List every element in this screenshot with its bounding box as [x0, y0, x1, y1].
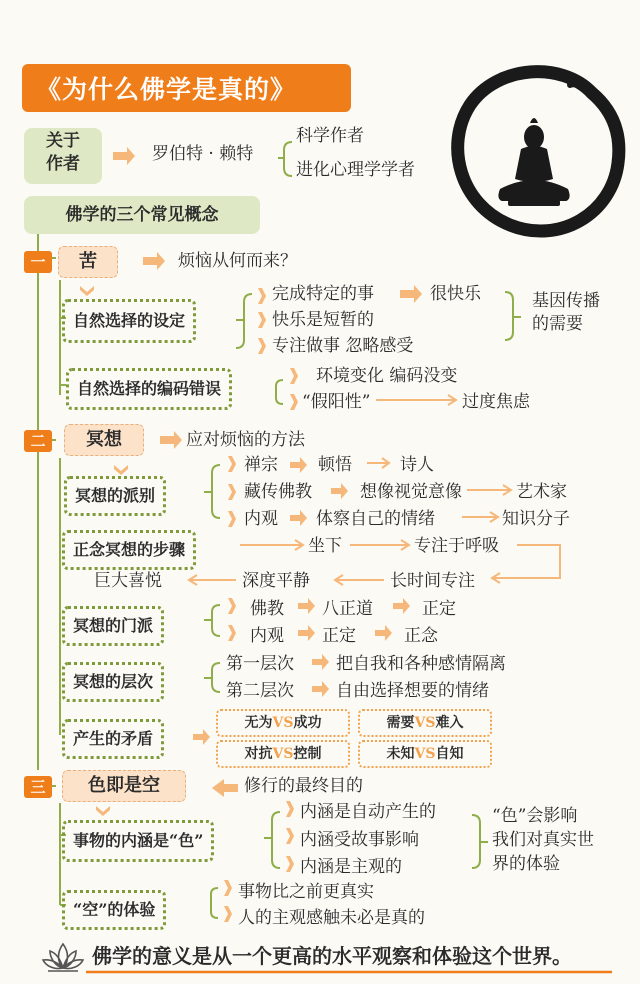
sect-row: 内观	[250, 626, 284, 646]
author-role: 进化心理学学者	[296, 160, 415, 180]
section-title: 冥想	[64, 424, 144, 456]
school-row: 诗人	[400, 455, 434, 475]
mindfulness-steps: 正念冥想的步骤	[62, 530, 196, 570]
sect-row: 八正道	[322, 599, 373, 619]
conflict-left: 未知	[386, 746, 415, 762]
step: 坐下	[308, 536, 342, 556]
empty-item: 人的主观感触未必是真的	[238, 908, 425, 928]
error-item: 过度焦虑	[462, 392, 530, 412]
school-row: 想像视觉意像	[360, 482, 462, 502]
page-title: 《为什么佛学是真的》	[22, 64, 351, 112]
vs-label: VS	[414, 746, 436, 762]
conflict-right: 难入	[435, 715, 464, 731]
step: 巨大喜悦	[94, 571, 162, 591]
buddha-enso-icon	[442, 55, 627, 240]
error-item: 环境变化 编码没变	[316, 366, 458, 386]
conflict-pair	[216, 740, 350, 768]
natural-selection-setting: 自然选择的设定	[62, 299, 196, 343]
conflict-right: 自知	[435, 746, 464, 762]
form-item: 内涵是主观的	[300, 857, 402, 877]
level-row: 第二层次	[226, 681, 294, 701]
section-subtitle: 应对烦恼的方法	[186, 430, 305, 450]
section-question: 烦恼从何而来？	[178, 251, 297, 271]
school-row: 体察自己的情绪	[316, 509, 435, 529]
natural-selection-error: 自然选择的编码错误	[66, 368, 232, 410]
conflict-left: 无为	[244, 715, 273, 731]
vs-label: VS	[272, 746, 294, 762]
step: 长时间专注	[390, 571, 475, 591]
conflict-pair	[358, 740, 492, 768]
emptiness-experience: “空”的体验	[62, 890, 166, 930]
section-number: 三	[24, 776, 52, 798]
sect-row: 佛教	[250, 599, 284, 619]
form-note: “色”会影响	[492, 806, 578, 826]
level-row: 第一层次	[226, 654, 294, 674]
author-role: 科学作者	[296, 126, 364, 146]
step: 深度平静	[242, 571, 310, 591]
section-subtitle: 修行的最终目的	[244, 776, 363, 796]
concepts-header: 佛学的三个常见概念	[24, 196, 260, 234]
meditation-levels: 冥想的层次	[62, 662, 164, 702]
conclusion: 佛学的意义是从一个更高的水平观察和体验这个世界。	[92, 944, 572, 968]
form-note: 我们对真实世	[492, 830, 594, 850]
form-item: 内涵受故事影响	[300, 830, 419, 850]
setting-result: 很快乐	[430, 284, 481, 304]
setting-item: 完成特定的事	[272, 284, 374, 304]
meditation-sects: 冥想的门派	[62, 606, 164, 646]
conflict-pair	[216, 709, 350, 737]
step: 专注于呼吸	[414, 536, 499, 556]
school-row: 禅宗	[244, 455, 278, 475]
lotus-icon	[42, 940, 84, 974]
school-row: 知识分子	[502, 509, 570, 529]
conflict-pair	[358, 709, 492, 737]
vs-label: VS	[272, 715, 294, 731]
setting-note: 基因传播	[532, 291, 600, 311]
school-row: 藏传佛教	[244, 482, 312, 502]
about-author-label	[24, 128, 102, 184]
section-title: 苦	[58, 246, 118, 278]
setting-item: 专注做事 忽略感受	[272, 336, 414, 356]
vs-label: VS	[414, 715, 436, 731]
conflict-left: 需要	[386, 715, 415, 731]
level-row: 把自我和各种感情隔离	[336, 654, 506, 674]
form-meaning: 事物的内涵是“色”	[62, 820, 214, 862]
school-row: 顿悟	[318, 455, 352, 475]
error-item: “假阳性”	[302, 392, 371, 412]
sect-row: 正定	[422, 599, 456, 619]
form-note: 界的体验	[492, 854, 560, 874]
section-title: 色即是空	[62, 770, 186, 802]
meditation-schools: 冥想的派别	[64, 476, 166, 516]
conflict-left: 对抗	[244, 746, 273, 762]
school-row: 内观	[244, 509, 278, 529]
form-item: 内涵是自动产生的	[300, 802, 436, 822]
conflict-right: 成功	[293, 715, 322, 731]
conflicts: 产生的矛盾	[62, 719, 164, 759]
about-author-line1: 关于	[46, 131, 80, 151]
section-number: 二	[24, 430, 52, 452]
section-number: 一	[24, 251, 52, 273]
empty-item: 事物比之前更真实	[238, 882, 374, 902]
sect-row: 正念	[404, 626, 438, 646]
sect-row: 正定	[322, 626, 356, 646]
setting-note: 的需要	[532, 314, 583, 334]
school-row: 艺术家	[516, 482, 567, 502]
about-author-line2: 作者	[46, 153, 80, 174]
setting-item: 快乐是短暂的	[272, 310, 374, 330]
conflict-right: 控制	[293, 746, 322, 762]
level-row: 自由选择想要的情绪	[336, 681, 489, 701]
author-name: 罗伯特 · 赖特	[152, 144, 254, 164]
